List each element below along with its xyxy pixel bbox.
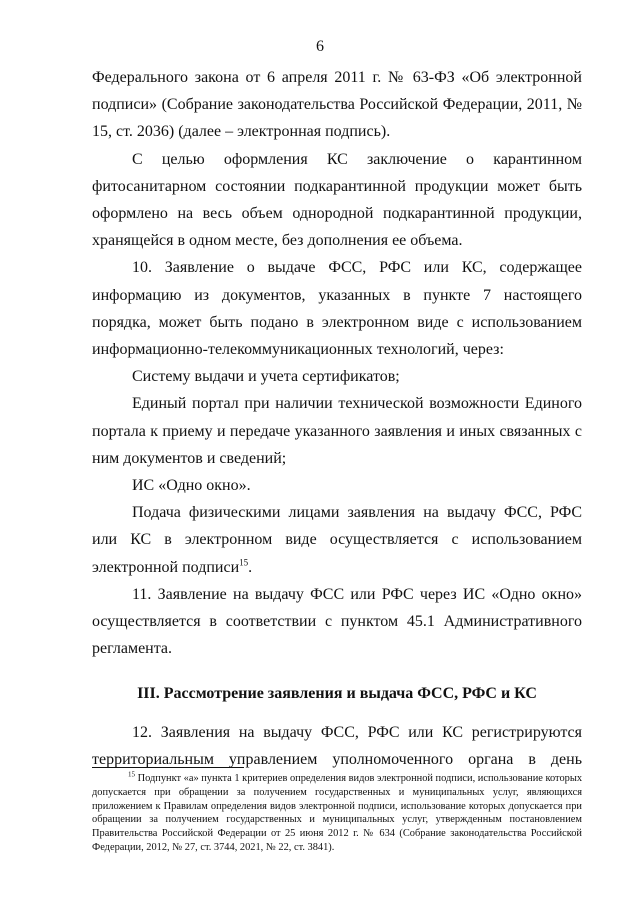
footnote	[92, 772, 582, 855]
paragraph-individuals-submission	[92, 499, 582, 581]
paragraph-ks-conclusion: С целью оформления КС заключение о карантинном фитосанитарном состоянии подкарантинной продукции может быть оформлено на весь объем однородной подкарантинной продукции, хранящейся в одном месте, без дополнения ее объема.	[92, 150, 582, 250]
paragraph-law-reference: Федерального закона от 6 апреля 2011 г. № 63-ФЗ «Об электронной подписи» (Собрание законодательства Российской Федерации, 2011, № 15, ст. 2036) (далее – электронная подпись).	[92, 69, 582, 141]
footnote-reference: 15	[239, 557, 249, 568]
paragraph-certificate-system: Систему выдачи и учета сертификатов;	[132, 368, 400, 386]
page-number: 6	[316, 38, 324, 55]
paragraph-item-10: 10. Заявление о выдаче ФСС, РФС или КС, содержащее информацию из документов, указанных в пункте 7 настоящего порядка, может быть подано в электронном виде с использованием информационно-телекоммуникационных технологий, через:	[92, 259, 582, 359]
footnote-separator	[92, 767, 244, 768]
individuals-submission-end: .	[248, 558, 253, 576]
section-heading: III. Рассмотрение заявления и выдача ФСС, РФС и КС	[137, 685, 537, 703]
paragraph-unified-portal: Единый портал при наличии технической возможности Единого портала к приему и передаче указанного заявления и иных связанных с ним документов и сведений;	[92, 395, 582, 467]
paragraph-item-12: 12. Заявления на выдачу ФСС, РФС или КС регистрируются территориальным управлением уполномоченного органа в день	[92, 723, 582, 768]
individuals-submission-text: Подача физическими лицами заявления на выдачу ФСС, РФС или КС в электронном виде осуществляется с использованием электронной подписи	[92, 504, 582, 576]
footnote-text: Подпункт «а» пункта 1 критериев определения видов электронной подписи, использование которых допускается при обращении за получением государственных и муниципальных услуг, являющихся приложением к Правилам определения видов электронной подписи, использование которых допускается при обращении за получением государственных и муниципальных услуг, утвержденным постановлением Правительства Российской Федерации от 25 июня 2012 г. № 634 (Собрание законодательства Российской Федерации, 2012, № 27, ст. 3744, 2021, № 22, ст. 3841).	[92, 773, 583, 853]
paragraph-single-window: ИС «Одно окно».	[132, 477, 251, 495]
footnote-number: 15	[128, 770, 135, 779]
document-body	[92, 64, 582, 773]
paragraph-item-11: 11. Заявление на выдачу ФСС или РФС через ИС «Одно окно» осуществляется в соответствии с пунктом 45.1 Административного регламента.	[92, 585, 582, 658]
